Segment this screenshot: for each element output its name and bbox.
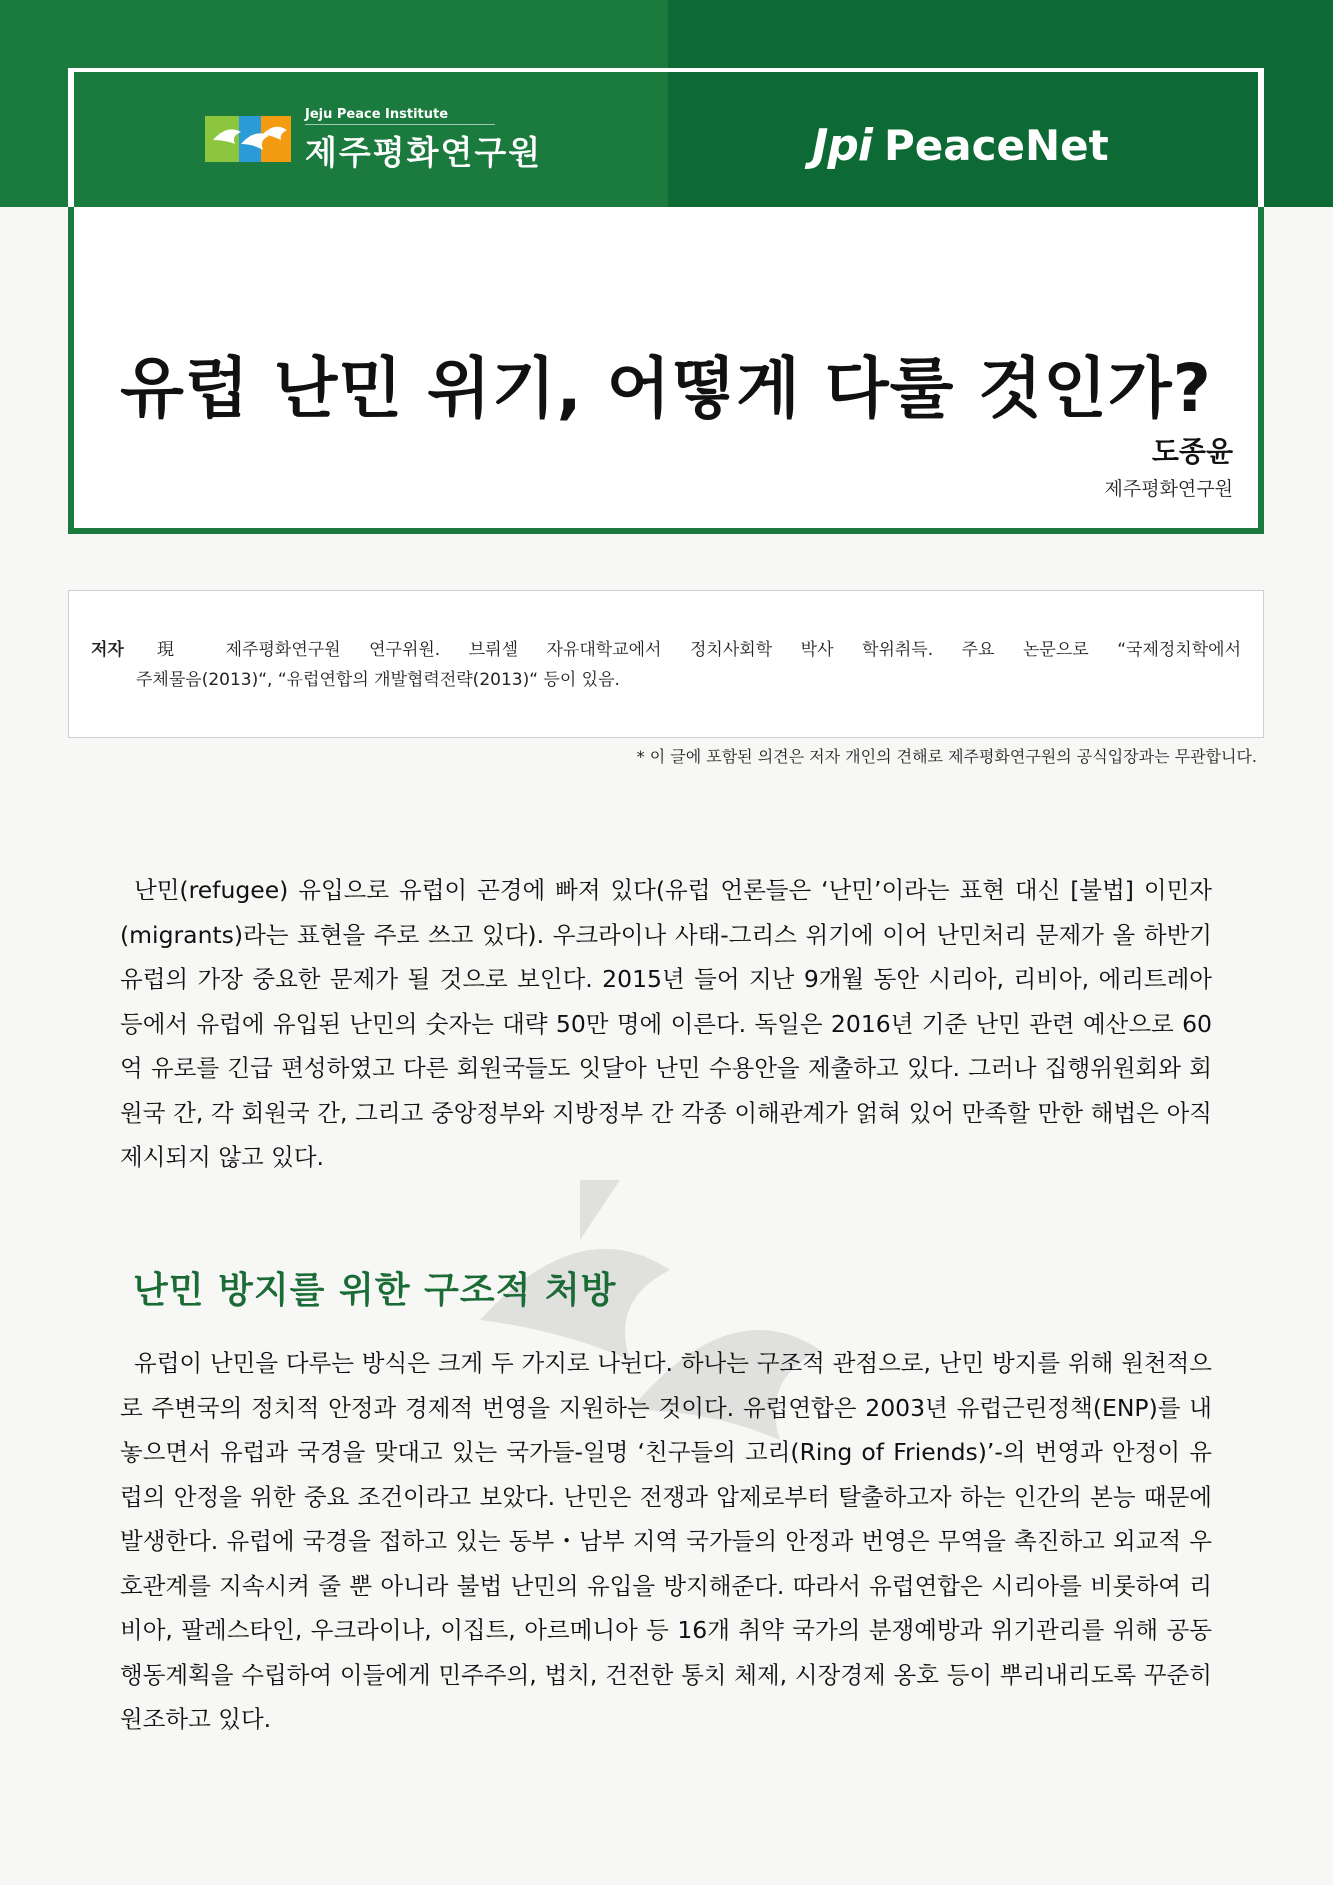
- body-paragraph-2: 유럽이 난민을 다루는 방식은 크게 두 가지로 나뉜다. 하나는 구조적 관점으로, 난민 방지를 위해 원천적으로 주변국의 정치적 안정과 경제적 번영을 지원하는 것이다. 유럽연합은 2003년 유럽근린정책(ENP)를 내놓으면서 유럽과 국경을 맞대고 있는 국가들-일명 ‘친구들의 고리(Ring of Friends)’-의 번영과 안정이 유럽의 안정을 위한 중요 조건이라고 보았다. 난민은 전쟁과 압제로부터 탈출하고자 하는 인간의 본능 때문에 발생한다. 유럽에 국경을 접하고 있는 동부・남부 지역 국가들의 안정과 번영은 무역을 촉진하고 외교적 우호관계를 지속시켜 줄 뿐 아니라 불법 난민의 유입을 방지해준다. 따라서 유럽연합은 시리아를 비롯하여 리비아, 팔레스타인, 우크라이나, 이집트, 아르메니아 등 16개 취약 국가의 분쟁예방과 위기관리를 위해 공동행동계획을 수립하여 이들에게 민주주의, 법치, 건전한 통치 체제, 시장경제 옹호 등이 뿌리내리도록 꾸준히 원조하고 있다.: [120, 1349, 1212, 1733]
- disclaimer: * 이 글에 포함된 의견은 저자 개인의 견해로 제주평화연구원의 공식입장과는 무관합니다.: [636, 747, 1257, 766]
- author-bio-line2: 주체물음(2013)“, “유럽연합의 개발협력전략(2013)“ 등이 있음.: [136, 670, 620, 690]
- article-title: 유럽 난민 위기, 어떻게 다룰 것인가?: [120, 350, 1212, 427]
- body-paragraph-1: 난민(refugee) 유입으로 유럽이 곤경에 빠져 있다(유럽 언론들은 ‘난민’이라는 표현 대신 [불법] 이민자(migrants)라는 표현을 주로 쓰고 있다). 우크라이나 사태-그리스 위기에 이어 난민처리 문제가 올 하반기 유럽의 가장 중요한 문제가 될 것으로 보인다. 2015년 들어 지난 9개월 동안 시리아, 리비아, 에리트레아 등에서 유럽에 유입된 난민의 숫자는 대략 50만 명에 이른다. 독일은 2016년 기준 난민 관련 예산으로 60억 유로를 긴급 편성하였고 다른 회원국들도 잇달아 난민 수용안을 제출하고 있다. 그러나 집행위원회와 회원국 간, 각 회원국 간, 그리고 중앙정부와 지방정부 간 각종 이해관계가 얽혀 있어 만족할 만한 해법은 아직 제시되지 않고 있다.: [120, 876, 1212, 1171]
- jpi-wordmark: Jpi: [812, 119, 872, 171]
- bio-label: 저자: [91, 640, 124, 660]
- peacenet-logo: [812, 115, 1109, 175]
- peacenet-wordmark: PeaceNet: [883, 120, 1109, 170]
- author-bio-box: [68, 590, 1264, 738]
- institute-name-ko: 제주평화연구원: [305, 132, 543, 172]
- dove-logo-icon: [205, 110, 295, 170]
- institute-name-en: Jeju Peace Institute: [305, 107, 495, 125]
- author-bio-line1: 저자 現 제주평화연구원 연구위원. 브뤼셀 자유대학교에서 정치사회학 박사 학위취득. 주요 논문으로 “국제정치학에서: [91, 640, 1241, 660]
- author-name: 도종윤: [1151, 435, 1233, 468]
- jeju-peace-institute-logo: [205, 106, 543, 172]
- author-affiliation: 제주평화연구원: [1104, 478, 1233, 500]
- section-heading: 난민 방지를 위한 구조적 처방: [133, 1270, 617, 1311]
